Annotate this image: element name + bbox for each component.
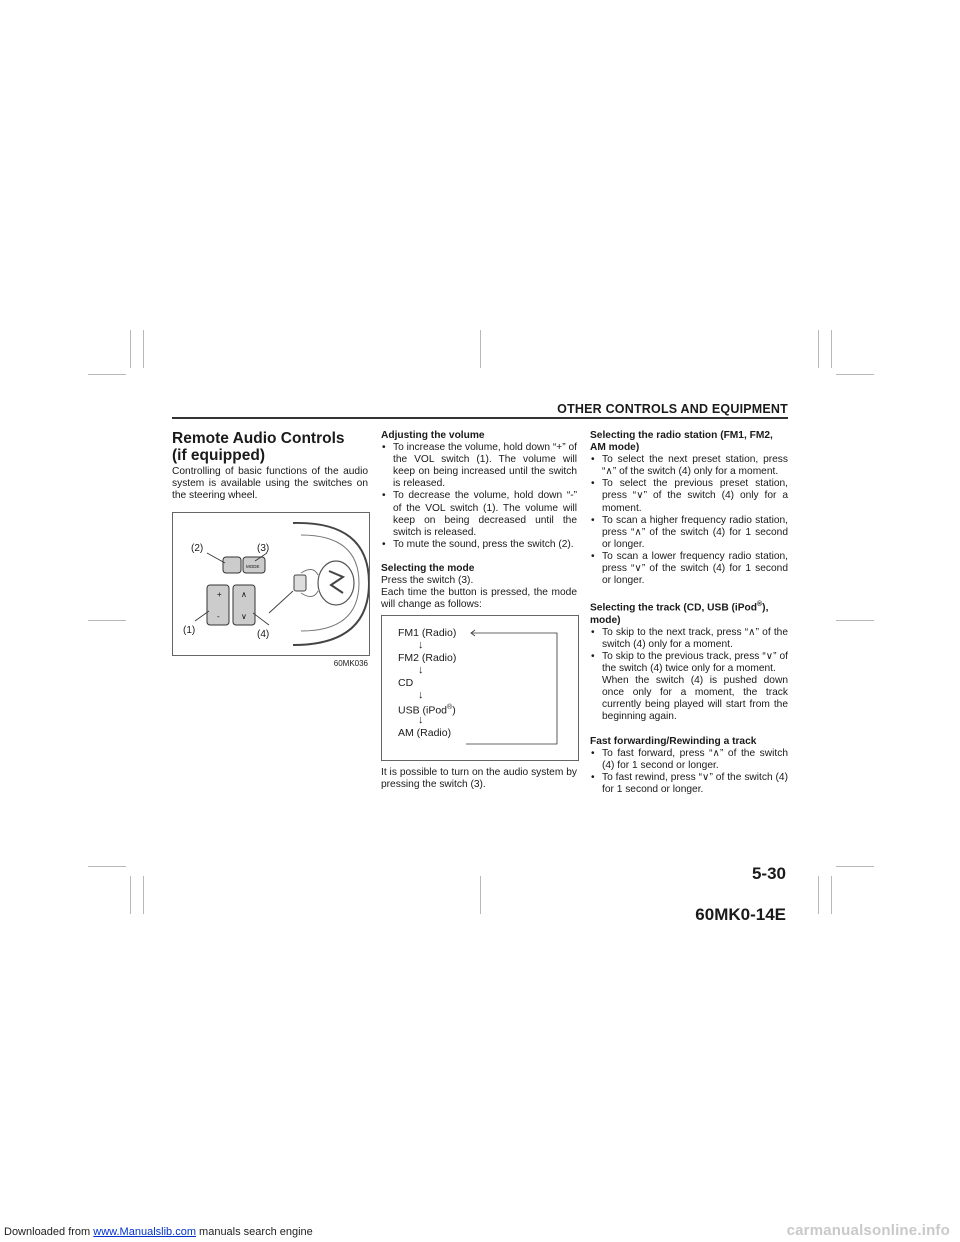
mode-switch-text: MODE — [246, 564, 260, 570]
header-rule — [172, 417, 788, 419]
down-arrow-icon: ↓ — [418, 664, 424, 677]
list-item: • To scan a higher frequency radio station, press “∧” of the switch (4) for 1 second or longer. — [590, 515, 788, 551]
ff-heading: Fast forwarding/Rewinding a track — [590, 735, 757, 747]
download-banner — [4, 1226, 313, 1238]
registered-mark: ® — [447, 704, 453, 712]
crop-mark — [88, 620, 126, 621]
page-number: 5-30 — [751, 864, 786, 883]
page-title: Remote Audio Controls — [172, 430, 345, 447]
crop-mark — [143, 330, 144, 368]
document-code: 60MK0-14E — [695, 905, 786, 924]
crop-mark — [818, 876, 819, 914]
list-item: • To select the next preset station, press “∧” of the switch (4) only for a moment. — [590, 454, 788, 478]
column-3 — [590, 430, 788, 796]
page-subtitle: (if equipped) — [172, 447, 265, 464]
crop-mark — [480, 330, 481, 368]
list-item: • To mute the sound, press the switch (2). — [381, 539, 577, 551]
mode-heading: Selecting the mode — [381, 562, 475, 574]
mode-fm2: FM2 (Radio) — [398, 652, 457, 665]
volume-list — [381, 442, 577, 551]
list-item — [590, 651, 788, 724]
crop-mark — [143, 876, 144, 914]
crop-mark — [88, 374, 126, 375]
banner-prefix: Downloaded from — [4, 1226, 94, 1238]
column-1 — [172, 430, 368, 670]
crop-mark — [818, 330, 819, 368]
list-item: • To increase the volume, hold down “+” of the VOL switch (1). The volume will keep on being increased until the switch is released. — [381, 442, 577, 490]
banner-suffix: manuals search engine — [195, 1226, 313, 1238]
crop-mark — [836, 866, 874, 867]
crop-mark — [88, 866, 126, 867]
svg-text:∧: ∧ — [241, 590, 247, 600]
down-arrow-icon: ↓ — [418, 689, 424, 702]
crop-mark — [130, 876, 131, 914]
crop-mark — [836, 620, 874, 621]
mode-usb-close: ) — [452, 704, 456, 717]
down-arrow-icon: ↓ — [418, 639, 424, 652]
mode-usb — [398, 702, 456, 717]
steering-wheel-figure — [172, 512, 370, 656]
track-list — [590, 627, 788, 724]
track-heading-tail: ), mode) — [590, 602, 769, 626]
list-item-text: To skip to the previous track, press “∨” of the switch (4) twice only for a moment. — [602, 650, 788, 675]
mode-cd: CD — [398, 677, 414, 690]
intro-paragraph: Controlling of basic functions of the audio system is available using the switches on the steering wheel. — [172, 466, 368, 502]
list-item: • To fast rewind, press “∨” of the switch (4) for 1 second or longer. — [590, 772, 788, 796]
crop-mark — [130, 330, 131, 368]
station-heading: Selecting the radio station (FM1, FM2, AM mode) — [590, 430, 773, 454]
column-2 — [381, 430, 577, 792]
list-item: • To scan a lower frequency radio station, press “∨” of the switch (4) for 1 second or longer. — [590, 551, 788, 587]
section-title: OTHER CONTROLS AND EQUIPMENT — [557, 402, 788, 416]
figure-label-4: (4) — [257, 629, 270, 641]
station-list — [590, 454, 788, 587]
figure-caption: 60MK036 — [333, 659, 368, 669]
figure-label-1: (1) — [183, 625, 196, 637]
track-note: When the switch (4) is pushed down once only for a moment, the track currently being played will start from the beginning again. — [602, 675, 788, 723]
track-heading — [590, 599, 788, 627]
svg-text:∨: ∨ — [241, 612, 247, 622]
ff-list — [590, 748, 788, 796]
registered-mark: ® — [757, 601, 763, 609]
manualslib-link[interactable]: www.Manualslib.com — [93, 1226, 196, 1238]
mode-usb-text: USB (iPod — [398, 704, 448, 717]
steering-wheel-illustration — [173, 513, 369, 655]
volume-heading: Adjusting the volume — [381, 430, 485, 441]
crop-mark — [831, 876, 832, 914]
mode-cycle-diagram — [381, 615, 579, 761]
down-arrow-icon: ↓ — [418, 714, 424, 727]
watermark: carmanualsonline.info — [786, 1222, 950, 1239]
list-item: • To fast forward, press “∧” of the switch (4) for 1 second or longer. — [590, 748, 788, 772]
list-item: • To select the previous preset station, press “∨” of the switch (4) only for a moment. — [590, 478, 788, 514]
list-item: • To decrease the volume, hold down “-” of the VOL switch (1). The volume will keep on being decreased until the switch is released. — [381, 490, 577, 538]
mode-fm1: FM1 (Radio) — [398, 627, 457, 640]
figure-label-3: (3) — [257, 543, 270, 555]
mode-line-1: Press the switch (3). — [381, 575, 474, 587]
crop-mark — [480, 876, 481, 914]
list-item: • To skip to the next track, press “∧” of the switch (4) only for a moment. — [590, 627, 788, 651]
crop-mark — [836, 374, 874, 375]
mode-am: AM (Radio) — [398, 727, 452, 740]
closing-paragraph: It is possible to turn on the audio system by pressing the switch (3). — [381, 767, 577, 791]
svg-text:+: + — [217, 590, 222, 600]
figure-label-2: (2) — [191, 543, 204, 555]
crop-mark — [831, 330, 832, 368]
mode-line-2: Each time the button is pressed, the mode will change as follows: — [381, 587, 577, 611]
track-heading-text: Selecting the track (CD, USB (iPod — [590, 602, 757, 614]
svg-text:-: - — [217, 612, 220, 622]
